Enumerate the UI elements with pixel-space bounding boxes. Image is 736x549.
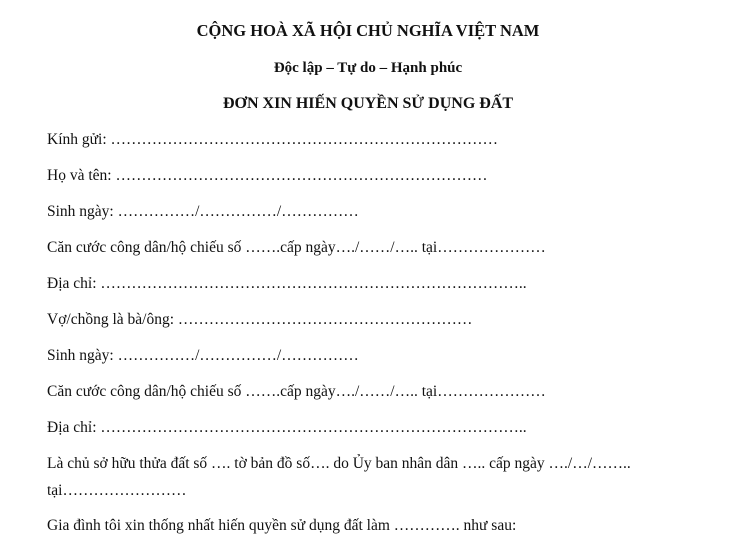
form-line-spouse-birth-date: Sinh ngày: ……………/……………/……………	[47, 347, 359, 364]
form-line-land-location: tại……………………	[47, 482, 187, 499]
form-line-spouse: Vợ/chồng là bà/ông: …………………………………………………	[47, 311, 473, 328]
form-line-spouse-address: Địa chỉ: ………………………………………………………………………..	[47, 419, 527, 436]
form-title: ĐƠN XIN HIẾN QUYỀN SỬ DỤNG ĐẤT	[222, 95, 514, 112]
form-line-full-name: Họ và tên: ………………………………………………………………	[47, 167, 488, 184]
form-line-address: Địa chỉ: ………………………………………………………………………..	[47, 275, 527, 292]
form-line-land-parcel: Là chủ sở hữu thửa đất số …. tờ bản đồ số…. do Ủy ban nhân dân ….. cấp ngày …./…/……..	[47, 455, 631, 472]
form-line-agreement: Gia đình tôi xin thống nhất hiến quyền sử dụng đất làm …………. như sau:	[47, 517, 517, 534]
form-line-spouse-id-card: Căn cước công dân/hộ chiếu số …….cấp ngày…./……/….. tại…………………	[47, 383, 546, 400]
national-title: CỘNG HOÀ XÃ HỘI CHỦ NGHĨA VIỆT NAM	[196, 21, 540, 40]
form-line-birth-date: Sinh ngày: ……………/……………/……………	[47, 203, 359, 220]
form-line-recipient: Kính gửi: …………………………………………………………………	[47, 131, 499, 148]
form-line-id-card: Căn cước công dân/hộ chiếu số …….cấp ngày…./……/….. tại…………………	[47, 239, 546, 256]
motto: Độc lập – Tự do – Hạnh phúc	[273, 60, 463, 76]
